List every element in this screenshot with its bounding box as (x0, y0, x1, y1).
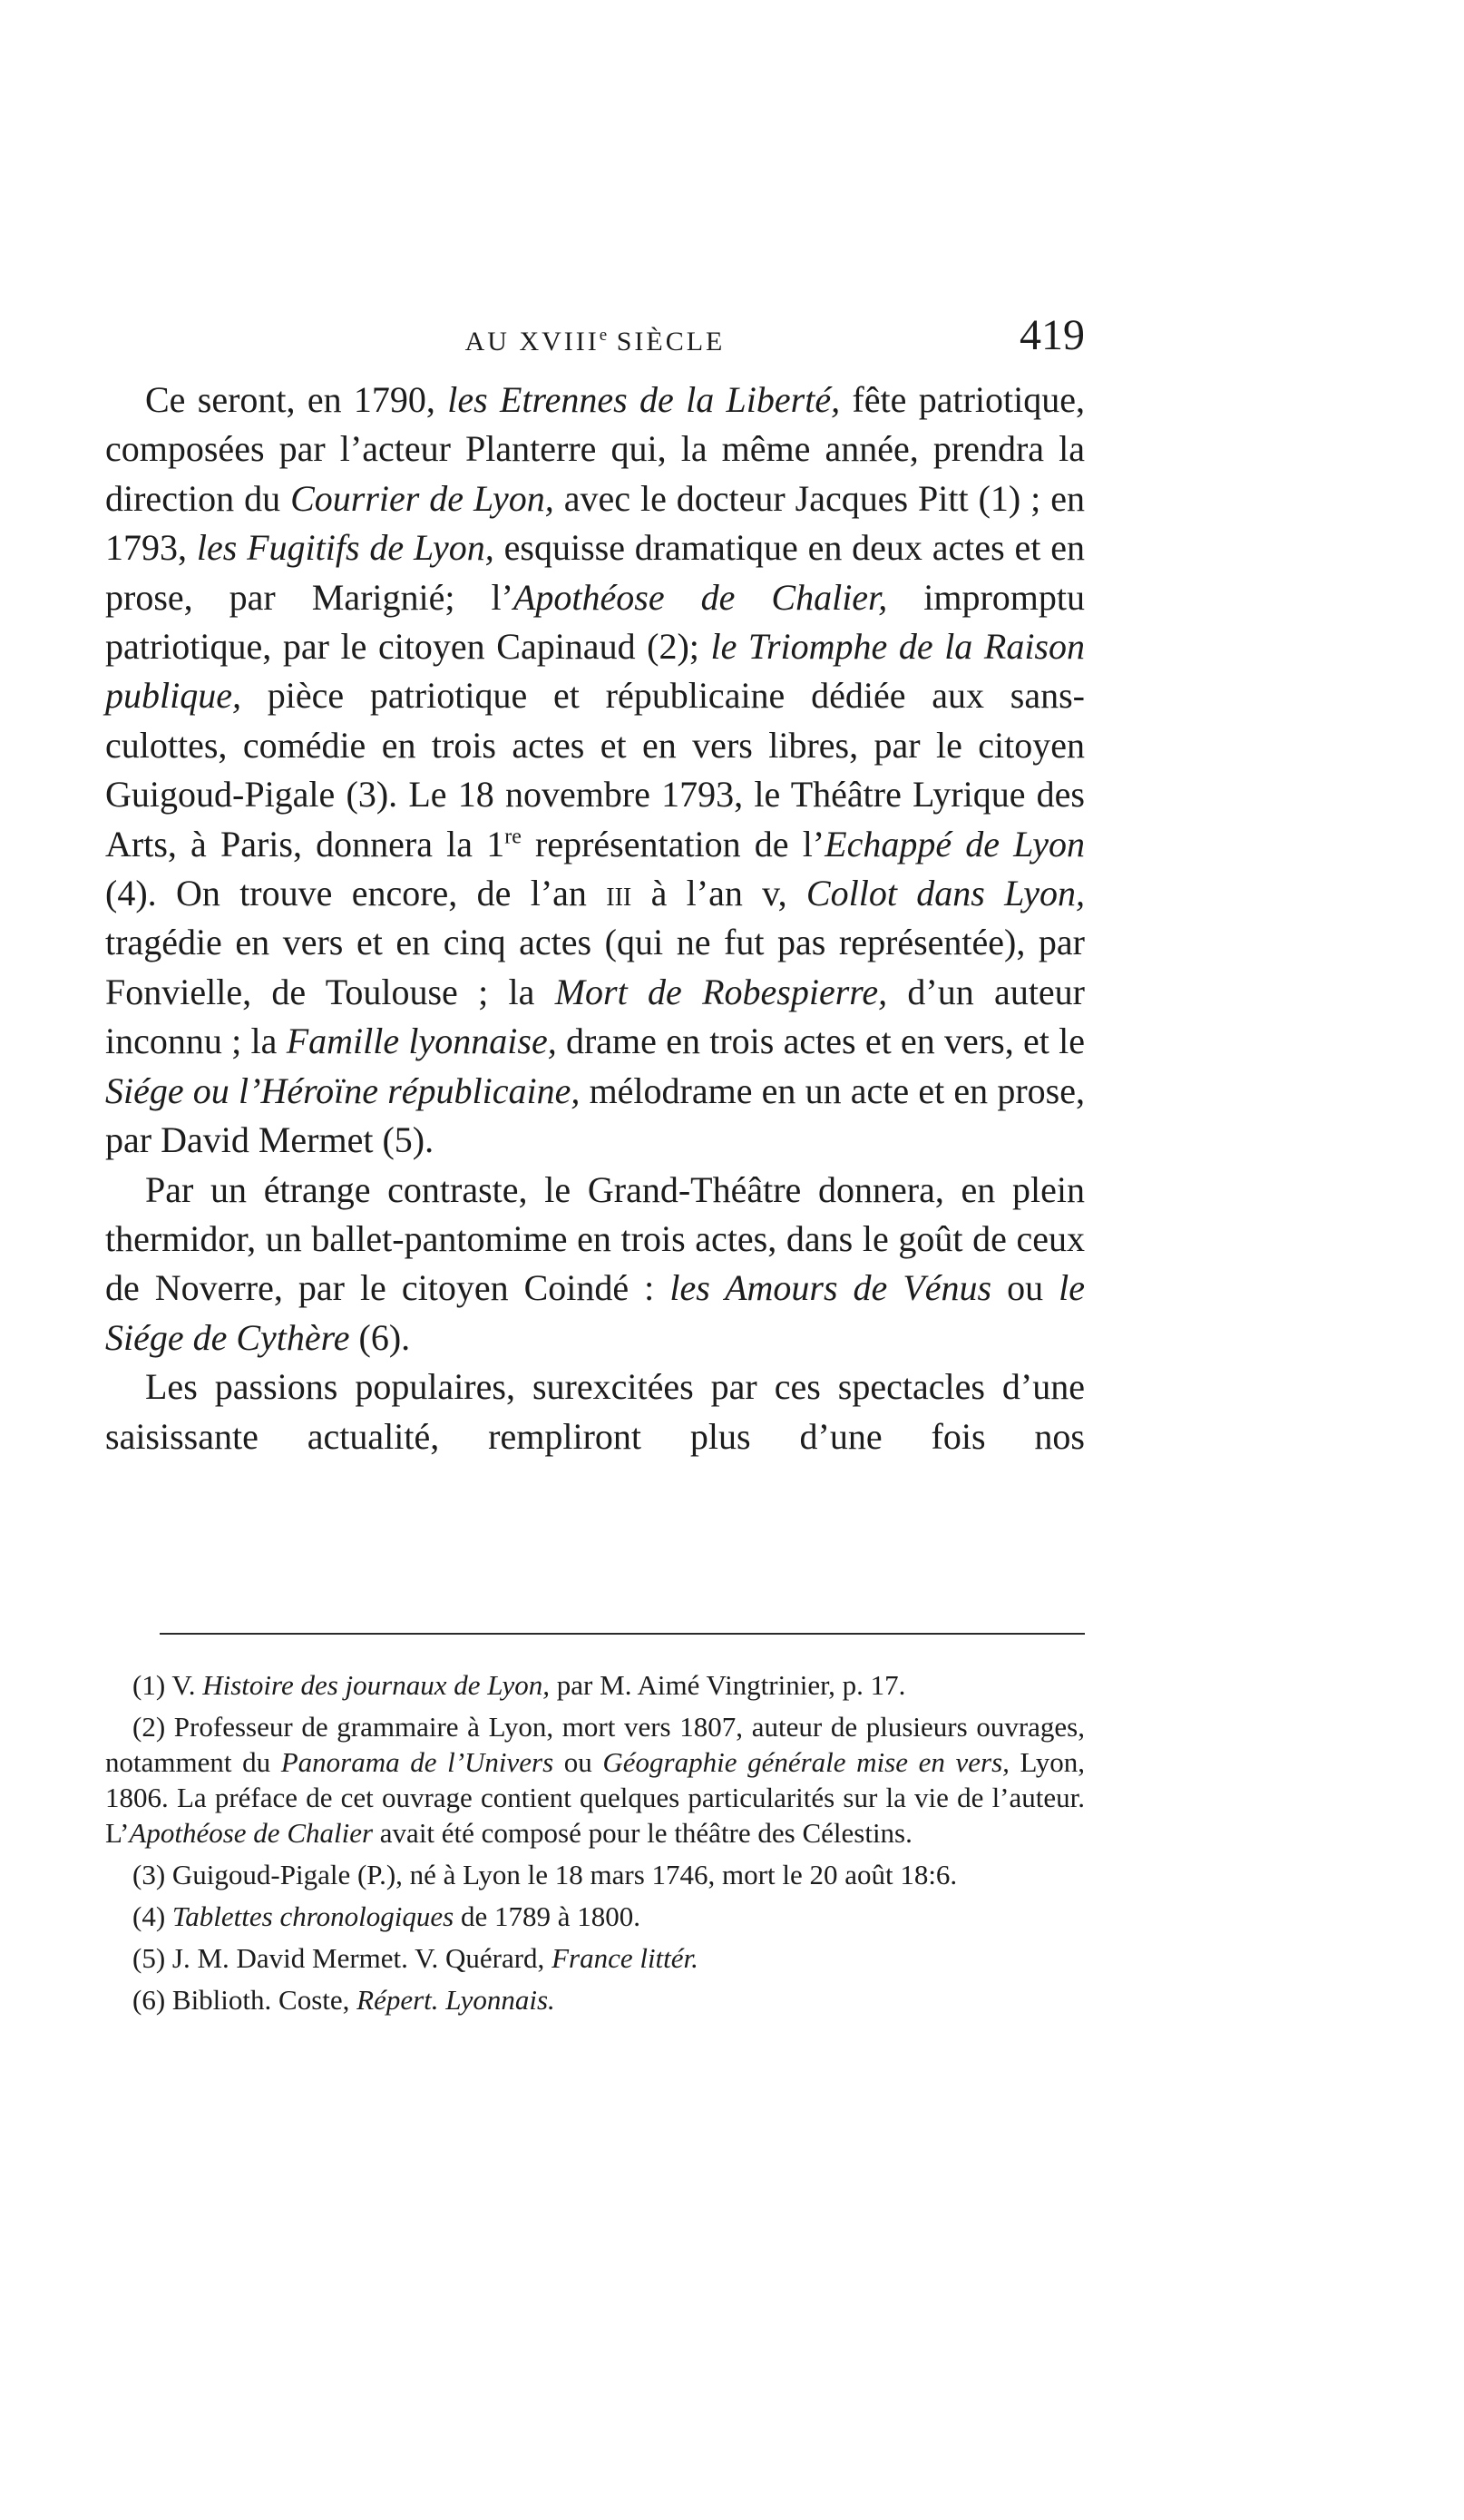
italic-title-text: Echappé de Lyon (825, 823, 1085, 864)
italic-title-text: les Amours de Vénus (669, 1267, 992, 1309)
footnote (105, 1667, 1085, 1703)
italic-title-text: le Siége de Cythère (105, 1267, 1086, 1358)
text-run: à l’an v, (631, 873, 806, 914)
text-run: Lyon, 1806. La préface de cet ouvrage contient quelques particularités sur la vie de l’auteur. L’ (105, 1746, 1085, 1849)
paragraph (105, 1363, 1085, 1461)
text-run: avec le docteur Jacques Pitt (1) ; en 1793, (105, 477, 1085, 569)
text-run: (6) Biblioth. Coste, (132, 1984, 357, 2016)
paragraph (105, 1166, 1085, 1363)
text-run: avait été composé pour le théâtre des Célestins. (373, 1817, 913, 1849)
paragraph (105, 376, 1085, 1166)
footnote (105, 1709, 1085, 1851)
text-run: par M. Aimé Vingtrinier, p. 17. (550, 1669, 906, 1701)
italic-title-text: Famille lyonnaise, (286, 1021, 557, 1062)
text-run: Ce seront, en 1790, (145, 379, 448, 420)
footnote (105, 1857, 1085, 1892)
text-run: impromptu patriotique, par le citoyen Capinaud (2); (105, 576, 1086, 668)
italic-title-text: Histoire des journaux de Lyon, (202, 1669, 551, 1701)
text-run: Par un étrange contraste, le Grand-Théâtre donnera, en plein thermidor, un ballet-pantomime en trois actes, dans le goût de ceux de Noverre, par le citoyen Coindé : (105, 1168, 1085, 1309)
running-title-sup: e (599, 326, 608, 345)
running-head (105, 308, 1085, 363)
text-run: de 1789 à 1800. (454, 1900, 640, 1932)
text-run: ou (991, 1267, 1059, 1309)
page-number: 419 (1020, 311, 1085, 359)
running-title-rest: SIÈCLE (607, 327, 726, 357)
italic-title-text: Panorama de l’Univers (280, 1746, 554, 1778)
footnote (105, 1982, 1085, 2017)
text-run: esquisse dramatique en deux actes et en prose, par Marignié; l’ (105, 527, 1086, 618)
italic-title-text: les Etrennes de la Liberté, (447, 379, 841, 420)
italic-title-text: Apothéose de Chalier (129, 1817, 374, 1849)
footnotes (105, 1667, 1085, 2024)
italic-title-text: Apothéose de Chalier, (512, 576, 888, 618)
text-run: pièce patriotique et républicaine dédiée aux sans-culottes, comédie en trois actes et en vers libres, par le citoyen Guigoud-Pigale (3). Le 18 novembre 1793, le Théâtre Lyrique des Arts, à Paris, donnera la 1 (105, 675, 1085, 864)
text-run: (4) (132, 1900, 172, 1932)
superscript-text: re (504, 825, 522, 849)
running-title (105, 308, 1085, 369)
text-run: iii (606, 873, 632, 914)
text-run: (1) V. (132, 1669, 203, 1701)
text-run: Les passions populaires, surexcitées par ces spectacles d’une saisissante actualité, rempliront plus d’une fois nos (105, 1366, 1085, 1457)
text-run: (5) J. M. David Mermet. V. Quérard, (132, 1942, 552, 1974)
text-run: (6). (349, 1316, 411, 1358)
italic-title-text: France littér. (551, 1942, 698, 1974)
italic-title-text: le Triomphe de la Raison publique, (105, 626, 1085, 717)
italic-title-text: Répert. Lyonnais. (356, 1984, 555, 2016)
italic-title-text: Tablettes chronologiques (171, 1900, 454, 1932)
running-title-main: AU XVIII (464, 327, 600, 357)
text-run: (3) Guigoud-Pigale (P.), né à Lyon le 18 mars 1746, mort le 20 août 18:6. (132, 1859, 958, 1890)
text-run: représentation de l’ (521, 823, 825, 864)
text-run: fête patriotique, composées par l’acteur Planterre qui, la même année, prendra la direction du (105, 379, 1085, 519)
italic-title-text: Géographie générale mise en vers, (602, 1746, 1010, 1778)
text-run: tragédie en vers et en cinq actes (qui ne fut pas représentée), par Fonvielle, de Toulouse ; la (105, 922, 1085, 1012)
italic-title-text: Siége ou l’Héroïne républicaine, (105, 1070, 581, 1111)
text-run: (2) Professeur de grammaire à Lyon, mort vers 1807, auteur de plusieurs ouvrages, notamment du (105, 1711, 1085, 1778)
italic-title-text: Collot dans Lyon, (805, 873, 1085, 914)
footnote (105, 1940, 1085, 1976)
text-run: mélodrame en un acte et en prose, par David Mermet (5). (105, 1070, 1085, 1161)
italic-title-text: Courrier de Lyon, (290, 477, 554, 519)
text-run: (4). On trouve encore, de l’an (105, 873, 607, 914)
italic-title-text: Mort de Robespierre, (554, 971, 888, 1012)
italic-title-text: les Fugitifs de Lyon, (196, 527, 494, 569)
text-run: d’un auteur inconnu ; la (105, 971, 1086, 1062)
footnote-divider (160, 1633, 1085, 1635)
text-run: ou (553, 1746, 603, 1778)
footnote (105, 1899, 1085, 1934)
text-run: drame en trois actes et en vers, et le (556, 1021, 1085, 1062)
body-text (105, 376, 1085, 1461)
